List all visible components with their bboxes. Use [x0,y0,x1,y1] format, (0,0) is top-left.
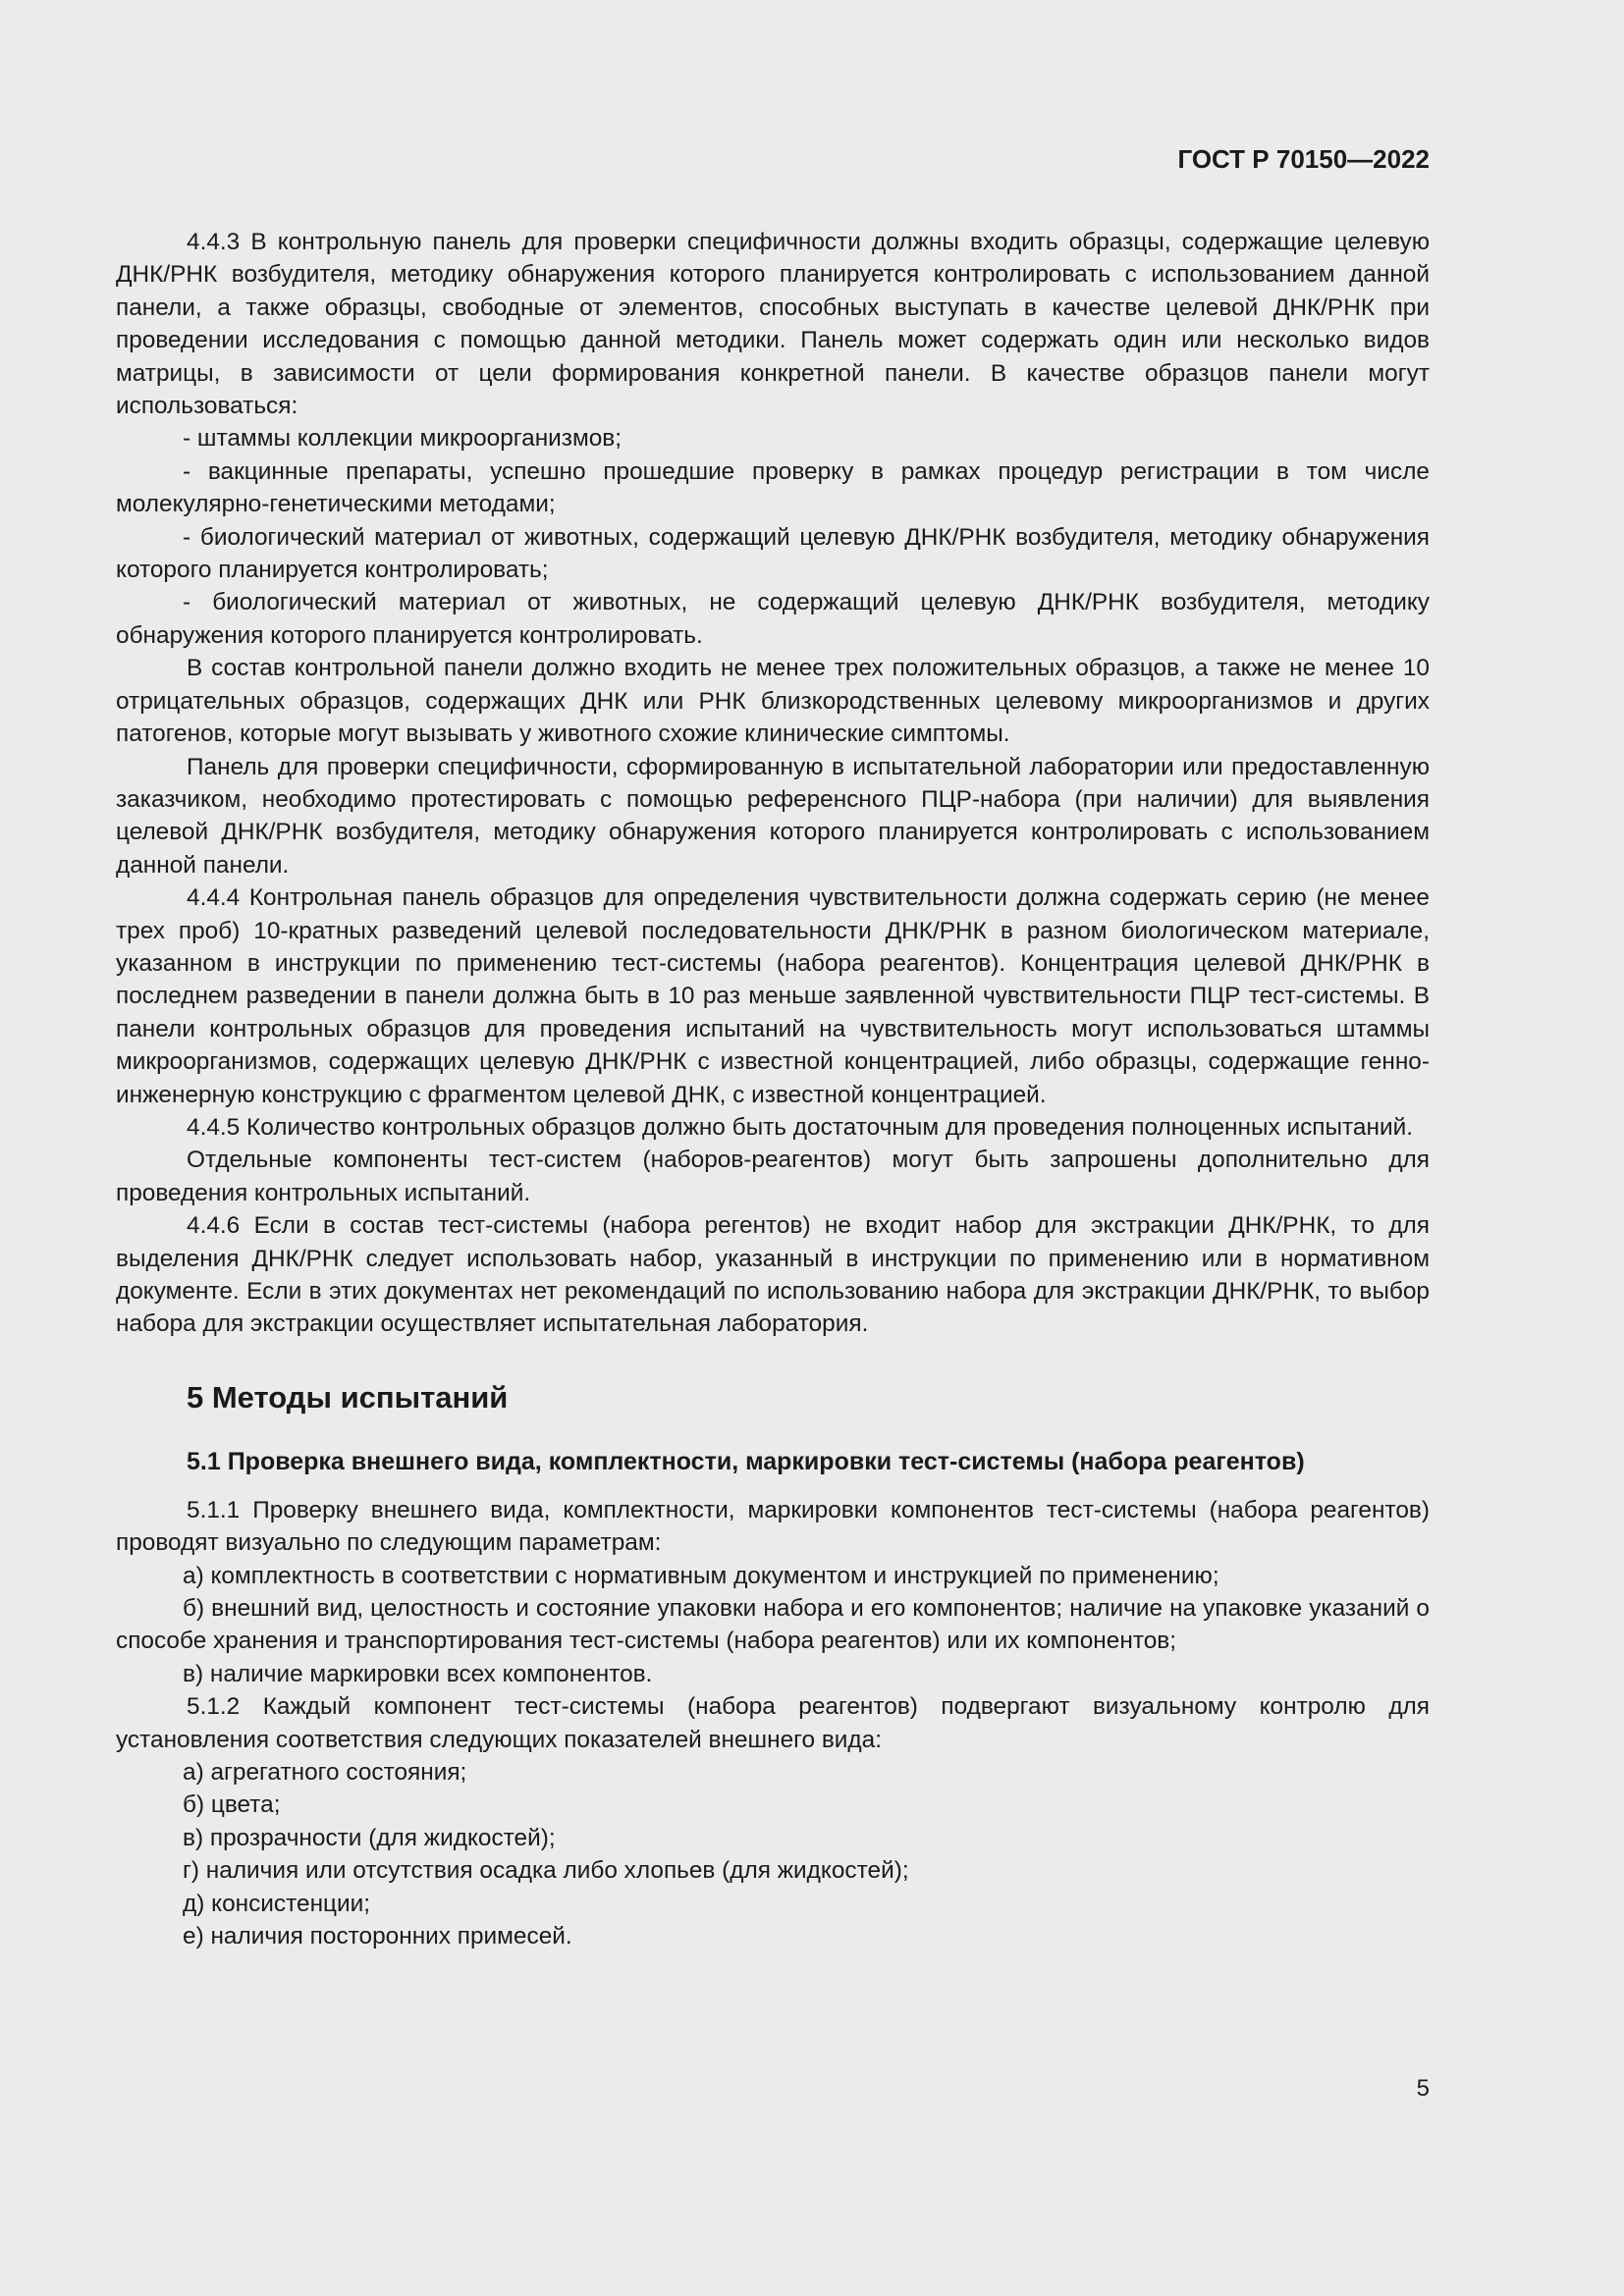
body-top [116,226,1430,1341]
section-heading: 5 Методы испытаний [187,1379,509,1415]
subsection-heading: 5.1 Проверка внешнего вида, комплектности, маркировки тест-системы (набора реагентов) [187,1447,1305,1475]
paragraph-4-4-3: 4.4.3 В контрольную панель для проверки специфичности должны входить образцы, содержащие целевую ДНК/РНК возбудителя, методику обнаружения которого планируется контролировать с использованием данной панели, а также образцы, свободные от элементов, способных выступать в качестве целевой ДНК/РНК при проведении исследования с помощью данной методики. Панель может содержать один или несколько видов матрицы, в зависимости от цели формирования конкретной панели. В качестве образцов панели могут использоваться: [116,229,1430,420]
paragraph: Панель для проверки специфичности, сформированную в испытательной лаборатории или предоставленную заказчиком, необходимо протестировать с помощью референсного ПЦР-набора (при наличии) для выявления целевой ДНК/РНК возбудителя, методику обнаружения которого планируется контролировать с использованием данной панели. [116,753,1430,879]
list-item: - вакцинные препараты, успешно прошедшие проверку в рамках процедур регистрации в том числе молекулярно-генетическими методами; [116,457,1430,518]
list-item: а) агрегатного состояния; [183,1759,467,1787]
list-item: б) цвета; [183,1791,281,1819]
list-item: - биологический материал от животных, не содержащий целевую ДНК/РНК возбудителя, методику обнаружения которого планируется контролировать. [116,589,1430,649]
list-item: в) наличие маркировки всех компонентов. [183,1660,653,1687]
paragraph: Отдельные компоненты тест-систем (наборов-реагентов) могут быть запрошены дополнительно для проведения контрольных испытаний. [116,1147,1430,1206]
list-item: д) консистенции; [183,1890,371,1917]
list-item: - штаммы коллекции микроорганизмов; [183,425,623,453]
paragraph-5-1-1: 5.1.1 Проверку внешнего вида, комплектности, маркировки компонентов тест-системы (набора реагентов) проводят визуально по следующим параметрам: [116,1496,1430,1557]
list-item: г) наличия или отсутствия осадка либо хлопьев (для жидкостей); [183,1857,909,1885]
list-item: в) прозрачности (для жидкостей); [183,1824,556,1851]
page-content [116,226,1430,1953]
paragraph-4-4-4: 4.4.4 Контрольная панель образцов для определения чувствительности должна содержать серию (не менее трех проб) 10-кратных разведений целевой последовательности ДНК/РНК в разном биологическом материале, указанном в инструкции по применению тест-системы (набора реагентов). Концентрация целевой ДНК/РНК в последнем разведении в панели должна быть в 10 раз меньше заявленной чувствительности ПЦР тест-системы. В панели контрольных образцов для проведения испытаний на чувствительность могут использоваться штаммы микроорганизмов, содержащих целевую ДНК/РНК с известной концентрацией, либо образцы, содержащие генно-инженерную конструкцию с фрагментом целевой ДНК, с известной концентрацией. [116,884,1430,1108]
body-bottom [116,1494,1430,1953]
list-item: - биологический материал от животных, содержащий целевую ДНК/РНК возбудителя, методику обнаружения которого планируется контролировать; [116,523,1430,584]
paragraph: В состав контрольной панели должно входить не менее трех положительных образцов, а также не менее 10 отрицательных образцов, содержащих ДНК или РНК близкородственных целевому микроорганизмов и других патогенов, которые могут вызывать у животного схожие клинические симптомы. [116,655,1430,748]
page-number: 5 [1416,2075,1430,2102]
document-header: ГОСТ Р 70150—2022 [1177,144,1430,174]
paragraph-5-1-2: 5.1.2 Каждый компонент тест-системы (набора реагентов) подвергают визуальному контролю для установления соответствия следующих показателей внешнего вида: [116,1693,1430,1753]
list-item: б) внешний вид, целостность и состояние упаковки набора и его компонентов; наличие на упаковке указаний о способе хранения и транспортирования тест-системы (набора реагентов) или их компонентов; [116,1595,1430,1655]
paragraph-4-4-6: 4.4.6 Если в состав тест-системы (набора регентов) не входит набор для экстракции ДНК/РНК, то для выделения ДНК/РНК следует использовать набор, указанный в инструкции по применению или в нормативном документе. Если в этих документах нет рекомендаций по использованию набора для экстракции ДНК/РНК, то выбор набора для экстракции осуществляет испытательная лаборатория. [116,1212,1430,1338]
paragraph-4-4-5: 4.4.5 Количество контрольных образцов должно быть достаточным для проведения полноценных испытаний. [187,1113,1413,1141]
list-item: а) комплектность в соответствии с нормативным документом и инструкцией по применению; [183,1562,1219,1589]
list-item: е) наличия посторонних примесей. [183,1923,572,1950]
